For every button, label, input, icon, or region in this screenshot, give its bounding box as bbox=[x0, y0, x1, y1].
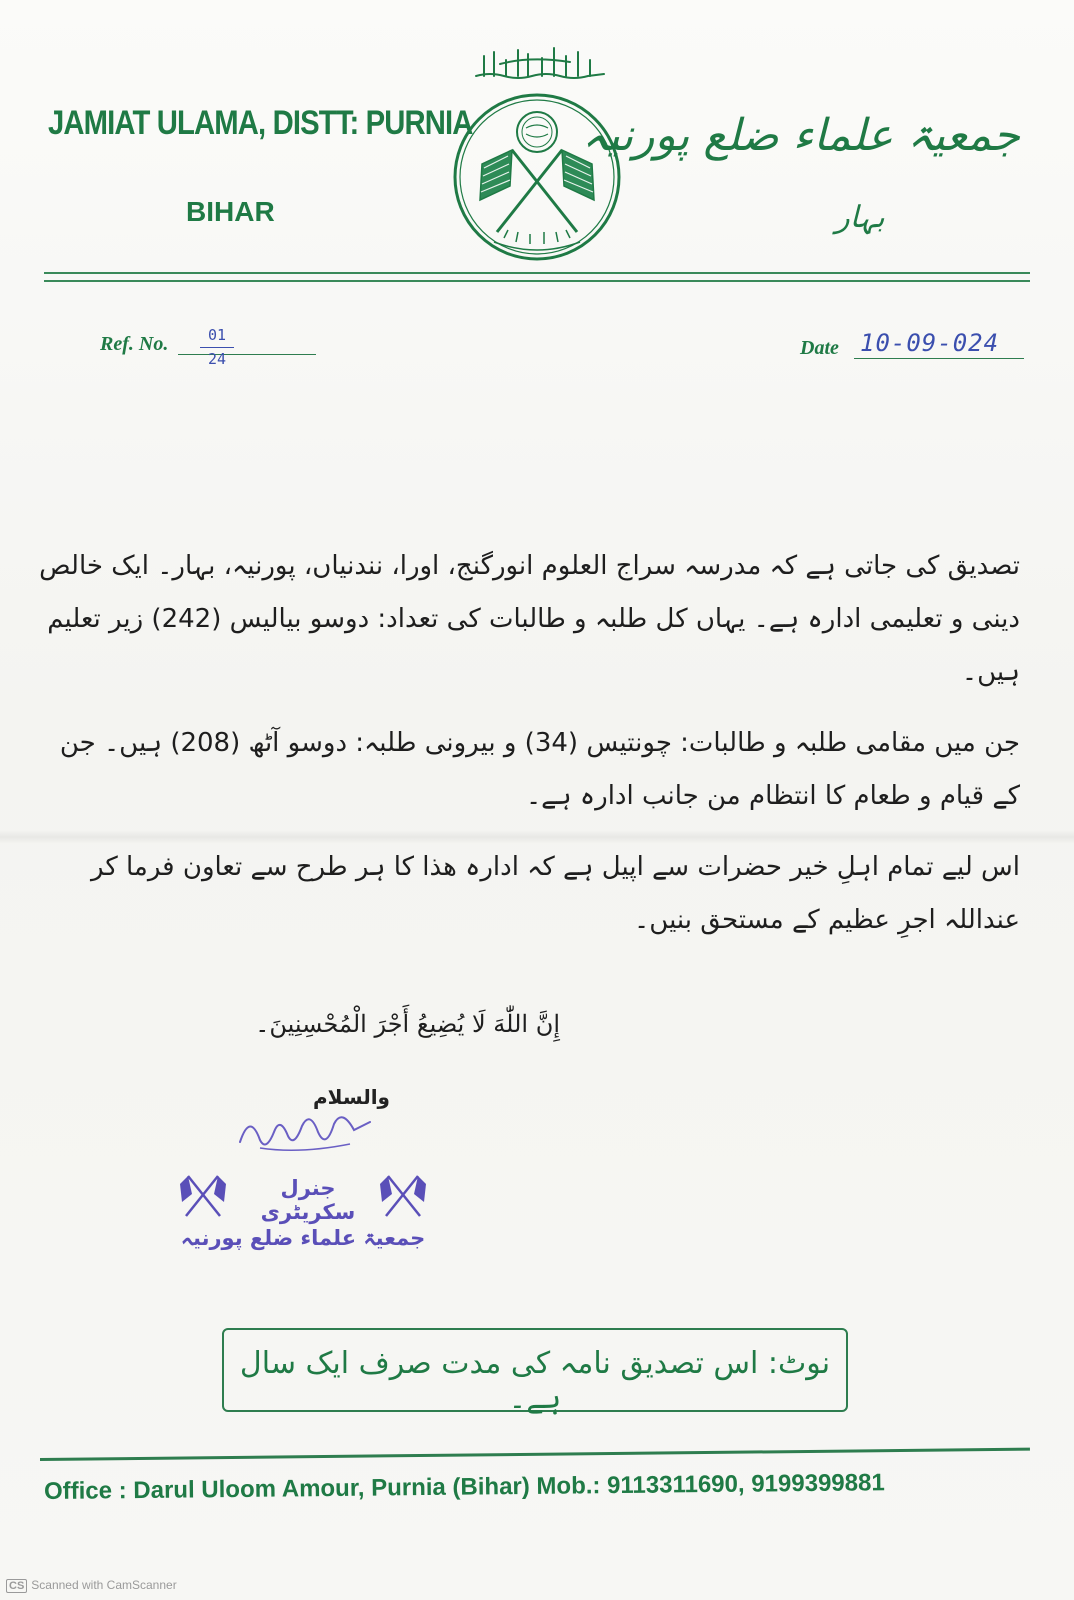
camscanner-icon: CS bbox=[6, 1579, 27, 1593]
quran-verse: إِنَّ اللّٰهَ لَا يُضِيعُ أَجْرَ الْمُحْسِنِينَ۔ bbox=[255, 1010, 560, 1038]
body-paragraph-3: اس لیے تمام اہلِ خیر حضرات سے اپیل ہے کہ ادارہ ھذا کا ہر طرح سے تعاون فرما کر عنداللہ اجرِ عظیم کے مستحق بنیں۔ bbox=[90, 852, 1020, 935]
date-value: 10-09-024 bbox=[860, 329, 1000, 357]
scanner-watermark bbox=[6, 1578, 177, 1593]
signature bbox=[230, 1102, 380, 1162]
ref-no-label: Ref. No. bbox=[100, 333, 169, 355]
validity-note-text: نوٹ: اس تصدیق نامہ کی مدت صرف ایک سال ہے۔ bbox=[239, 1346, 831, 1416]
bismillah-calligraphy bbox=[470, 42, 610, 86]
date-label: Date bbox=[800, 337, 839, 359]
ref-no-underline bbox=[178, 354, 316, 355]
body-paragraph-2: جن میں مقامی طلبہ و طالبات: چونتیس (34) و بیرونی طلبہ: دوسو آٹھ (208) ہیں۔ جن کے قیام و طعام کا انتظام من جانب ادارہ ہے۔ bbox=[59, 728, 1020, 811]
scanner-text: Scanned with CamScanner bbox=[31, 1578, 177, 1592]
salutation: والسلام bbox=[313, 1085, 390, 1109]
header-rule-lower bbox=[44, 280, 1030, 282]
office-address: Office : Darul Uloom Amour, Purnia (Bihar) Mob.: 9113311690, 9199399881 bbox=[43, 1469, 885, 1505]
state-english: BIHAR bbox=[186, 196, 275, 227]
ref-number-bottom: 24 bbox=[207, 350, 227, 368]
state-urdu: بہار bbox=[835, 200, 885, 235]
ref-number-top: 01 bbox=[207, 326, 227, 344]
stamp-flag-right-icon bbox=[378, 1170, 428, 1220]
footer-rule bbox=[40, 1448, 1030, 1461]
org-name-english: JAMIAT ULAMA, DISTT: PURNIA bbox=[48, 104, 473, 142]
date-underline bbox=[854, 358, 1024, 359]
org-name-urdu: جمعیۃ علماء ضلع پورنیہ bbox=[581, 110, 1020, 161]
stamp-title: جنرل سکریٹری bbox=[260, 1176, 356, 1224]
ref-number-divider bbox=[200, 347, 234, 348]
stamp-organization: جمعیۃ علماء ضلع پورنیہ bbox=[180, 1226, 426, 1250]
header-rule-upper bbox=[44, 272, 1030, 274]
validity-note-box bbox=[222, 1328, 848, 1416]
stamp-flag-left-icon bbox=[178, 1170, 228, 1220]
body-paragraph-1: تصدیق کی جاتی ہے کہ مدرسہ سراج العلوم انورگنج، اورا، نندنیاں، پورنیہ، بہار۔ ایک خالص دینی و تعلیمی ادارہ ہے۔ یہاں کل طلبہ و طالبات کی تعداد: دوسو بیالیس (242) زیر تعلیم ہیں۔ bbox=[39, 551, 1020, 687]
letter-body bbox=[30, 540, 1020, 965]
official-stamp bbox=[178, 1158, 438, 1268]
